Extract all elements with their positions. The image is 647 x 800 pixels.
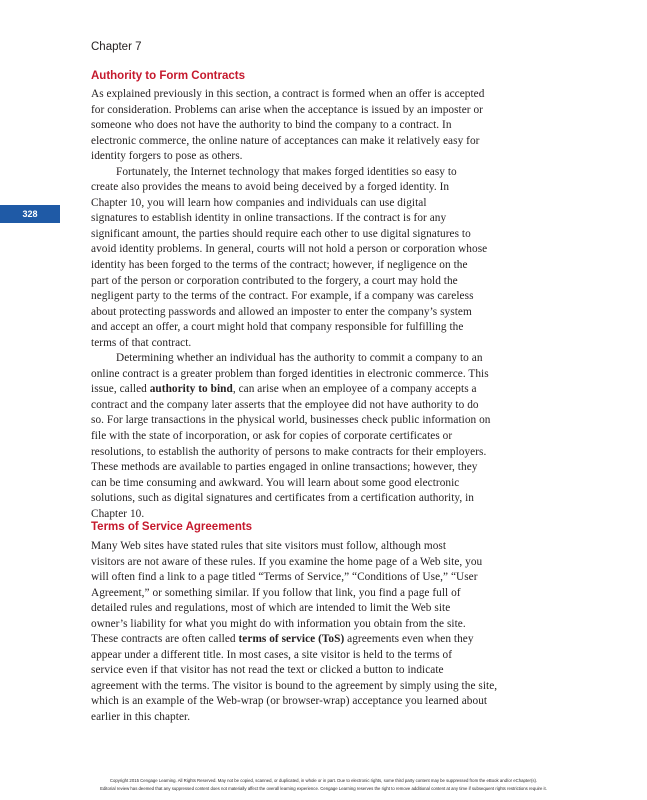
text-line: part of the person or corporation contributed to the forgery, a court may hold the xyxy=(91,274,458,287)
key-term: terms of service (ToS) xyxy=(238,633,345,646)
section-heading: Terms of Service Agreements xyxy=(91,521,253,533)
text-line: As explained previously in this section, a contract is formed when an offer is accepted xyxy=(91,88,485,100)
text-line: visitors are not aware of these rules. If you examine the home page of a Web site, you xyxy=(91,555,483,568)
text-line: file with the state of incorporation, or ask for copies of corporate certificates or xyxy=(91,430,453,443)
text-line: someone who does not have the authority to bind the company to a contract. In xyxy=(91,119,452,132)
copyright-footer: Copyright 2015 Cengage Learning. All Rights Reserved. May not be copied, scanned, or duplicated, in whole or in part. Due to electronic rights, some third party content may be suppressed from the eBook and/or eChapter(s). xyxy=(109,778,538,783)
text-line: signatures to establish identity in online transactions. If the contract is for any xyxy=(91,212,447,225)
text-line: service even if that visitor has not read the text or clicked a button to indicate xyxy=(91,664,444,677)
text-line: Chapter 10, you will learn how companies and individuals can use digital xyxy=(91,196,427,209)
text-line: solutions, such as digital signatures and certificates from a certification authority, in xyxy=(91,492,474,505)
text-line: earlier in this chapter. xyxy=(91,711,191,724)
text-line: online contract is a greater problem than forged identities in electronic commerce. This xyxy=(91,367,489,380)
text-line: identity forgers to pose as others. xyxy=(91,150,243,163)
text-line: so. For large transactions in the physical world, businesses check public information on xyxy=(91,414,491,427)
text-line: contract and the company later asserts that the employee did not have authority to do xyxy=(91,398,479,411)
text-run: agreements even when they xyxy=(344,633,474,646)
section-body xyxy=(91,87,561,522)
key-term: authority to bind xyxy=(149,383,233,396)
text-run: issue, called xyxy=(91,383,150,396)
text-line: identity has been forged to the terms of the contract; however, if negligence on the xyxy=(91,259,468,272)
text-line: owner’s liability for what you might do with information you obtain from the site. xyxy=(91,617,466,630)
text-line: appear under a different title. In most cases, a site visitor is held to the terms of xyxy=(91,648,453,661)
text-run: These contracts are often called xyxy=(91,633,239,646)
page-number-tab: 328 xyxy=(0,205,60,223)
text-line: about protecting passwords and allowed an imposter to enter the company’s system xyxy=(91,305,472,318)
text-line: avoid identity problems. In general, courts will not hold a person or corporation whose xyxy=(91,243,488,256)
text-run: , can arise when an employee of a company accepts a xyxy=(232,383,477,396)
text-line: negligent party to the terms of the contract. For example, if a company was careless xyxy=(91,290,474,303)
text-line: agreement with the terms. The visitor is bound to the agreement by simply using the site, xyxy=(91,679,498,692)
text-line xyxy=(91,632,561,648)
text-line: Agreement,” or something similar. If you follow that link, you find a page full of xyxy=(91,586,461,599)
text-line: resolutions, to establish the authority of persons to make contracts for their employers. xyxy=(91,445,487,458)
text-line: Fortunately, the Internet technology that makes forged identities so easy to xyxy=(116,165,457,178)
text-line xyxy=(91,382,561,398)
section-heading: Authority to Form Contracts xyxy=(91,70,245,82)
text-line: detailed rules and regulations, most of which are intended to limit the Web site xyxy=(91,602,451,615)
section-body xyxy=(91,539,561,726)
text-line: which is an example of the Web-wrap (or browser-wrap) acceptance you learned about xyxy=(91,695,488,708)
text-line: for consideration. Problems can arise when the acceptance is issued by an imposter or xyxy=(91,103,483,116)
text-line: These methods are available to parties engaged in online transactions; however, they xyxy=(91,461,478,474)
chapter-header: Chapter 7 xyxy=(91,41,142,53)
text-line: Determining whether an individual has the authority to commit a company to an xyxy=(116,352,483,365)
text-line: create also provides the means to avoid being deceived by a forged identity. In xyxy=(91,181,450,194)
text-line: can be time consuming and awkward. You will learn about some good electronic xyxy=(91,476,460,489)
editorial-footer: Editorial review has deemed that any suppressed content does not materially affect the overall learning experience. Cengage Learning reserves the right to remove additional content at any time if subsequent rights restrictions require it. xyxy=(100,786,547,791)
text-line: Many Web sites have stated rules that site visitors must follow, although most xyxy=(91,540,447,552)
text-line: electronic commerce, the online nature of acceptances can make it relatively easy for xyxy=(91,134,480,147)
text-line: significant amount, the parties should require each other to use digital signatures to xyxy=(91,227,471,240)
text-line: and accept an offer, a court might hold that company responsible for fulfilling the xyxy=(91,321,464,334)
text-line: terms of that contract. xyxy=(91,336,192,349)
text-line: will often find a link to a page titled “Terms of Service,” “Conditions of Use,” “User xyxy=(91,571,478,584)
text-line: Chapter 10. xyxy=(91,507,145,520)
